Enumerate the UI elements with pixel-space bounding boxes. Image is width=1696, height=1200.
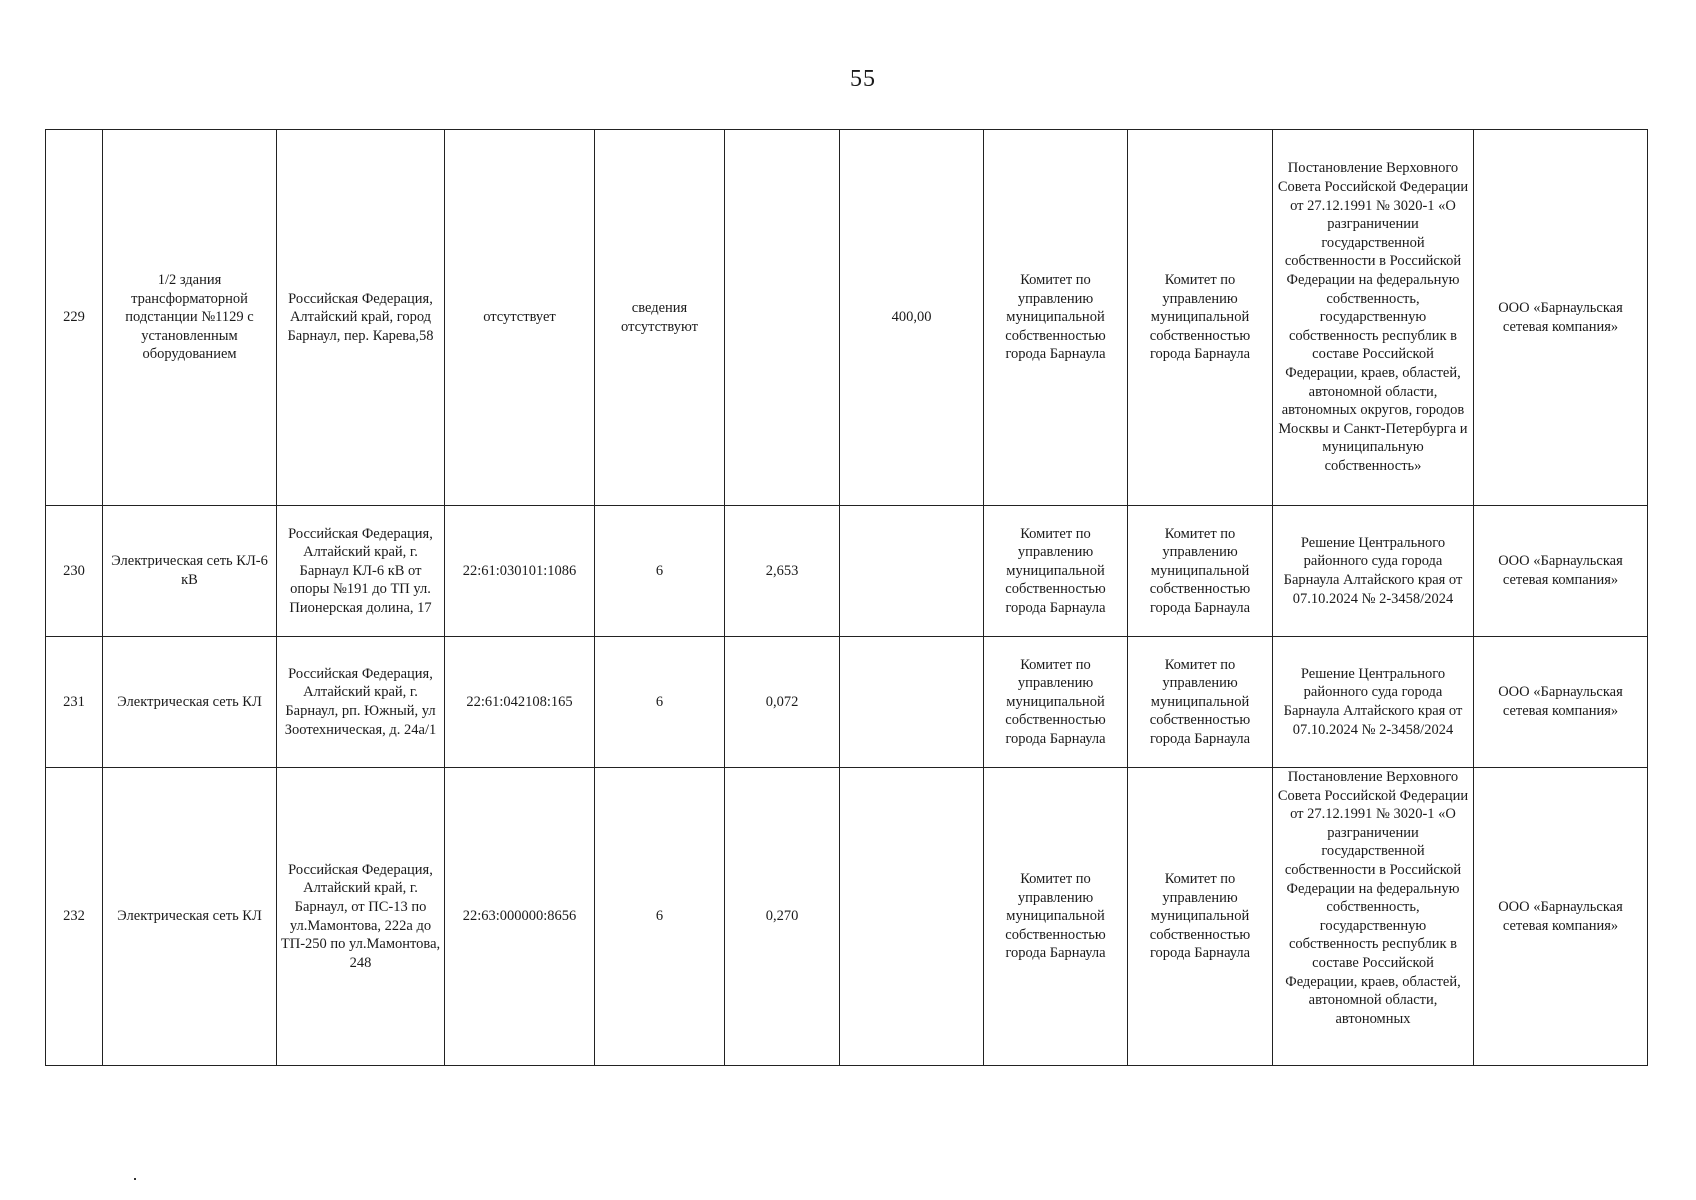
owner-cell: Комитет по управлению муниципальной собственностью города Барнаула [1128, 130, 1273, 506]
object-address: Российская Федерация, Алтайский край, г. Барнаул КЛ-6 кВ от опоры №191 до ТП ул. Пионерская долина, 17 [277, 506, 445, 637]
operator-cell: ООО «Барнаульская сетевая компания» [1474, 637, 1648, 768]
object-name: Электрическая сеть КЛ-6 кВ [103, 506, 277, 637]
cadastral-number: 22:63:000000:8656 [445, 768, 595, 1066]
object-address: Российская Федерация, Алтайский край, г. Барнаул, рп. Южный, ул Зоотехническая, д. 24а/1 [277, 637, 445, 768]
object-name: 1/2 здания трансформаторной подстанции №1129 с установленным оборудованием [103, 130, 277, 506]
table-row [46, 768, 1648, 1066]
right-holder-cell: Комитет по управлению муниципальной собственностью города Барнаула [984, 130, 1128, 506]
page-number: 55 [850, 66, 876, 92]
owner-cell: Комитет по управлению муниципальной собственностью города Барнаула [1128, 637, 1273, 768]
characteristic-cell: 6 [595, 506, 725, 637]
characteristic-cell: 6 [595, 768, 725, 1066]
length-cell [725, 130, 840, 506]
characteristic-cell: сведения отсутствуют [595, 130, 725, 506]
area-cell [840, 637, 984, 768]
row-number: 230 [46, 506, 103, 637]
length-cell: 2,653 [725, 506, 840, 637]
cadastral-number: 22:61:042108:165 [445, 637, 595, 768]
cadastral-number: 22:61:030101:1086 [445, 506, 595, 637]
operator-cell: ООО «Барнаульская сетевая компания» [1474, 130, 1648, 506]
length-cell: 0,072 [725, 637, 840, 768]
owner-cell: Комитет по управлению муниципальной собственностью города Барнаула [1128, 768, 1273, 1066]
object-address: Российская Федерация, Алтайский край, г. Барнаул, от ПС-13 по ул.Мамонтова, 222а до ТП-250 по ул.Мамонтова, 248 [277, 768, 445, 1066]
legal-basis-cell [1273, 768, 1474, 1066]
row-number: 232 [46, 768, 103, 1066]
area-cell [840, 506, 984, 637]
scan-speck [134, 1178, 136, 1180]
cadastral-number: отсутствует [445, 130, 595, 506]
property-registry-table [45, 129, 1648, 1066]
legal-basis-text: Постановление Верховного Совета Российской Федерации от 27.12.1991 № 3020-1 «О разграничении государственной собственности в Российской Федерации на федеральную собственность, государственную собственность республик в составе Российской Федерации, краев, областей, автономной области, автономных [1277, 769, 1469, 1027]
table-row [46, 506, 1648, 637]
legal-basis-cell: Решение Центрального районного суда города Барнаула Алтайского края от 07.10.2024 № 2-3458/2024 [1273, 506, 1474, 637]
table-row [46, 637, 1648, 768]
legal-basis-cell: Постановление Верховного Совета Российской Федерации от 27.12.1991 № 3020-1 «О разграничении государственной собственности в Российской Федерации на федеральную собственность, государственную собственность республик в составе Российской Федерации, краев, областей, автономной области, автономных округов, городов Москвы и Санкт-Петербурга и муниципальную собственность» [1273, 130, 1474, 506]
length-cell: 0,270 [725, 768, 840, 1066]
row-number: 229 [46, 130, 103, 506]
area-cell [840, 768, 984, 1066]
operator-cell: ООО «Барнаульская сетевая компания» [1474, 506, 1648, 637]
area-cell: 400,00 [840, 130, 984, 506]
characteristic-cell: 6 [595, 637, 725, 768]
object-address: Российская Федерация, Алтайский край, город Барнаул, пер. Карева,58 [277, 130, 445, 506]
right-holder-cell: Комитет по управлению муниципальной собственностью города Барнаула [984, 637, 1128, 768]
right-holder-cell: Комитет по управлению муниципальной собственностью города Барнаула [984, 506, 1128, 637]
object-name: Электрическая сеть КЛ [103, 768, 277, 1066]
object-name: Электрическая сеть КЛ [103, 637, 277, 768]
right-holder-cell: Комитет по управлению муниципальной собственностью города Барнаула [984, 768, 1128, 1066]
table-row [46, 130, 1648, 506]
operator-cell: ООО «Барнаульская сетевая компания» [1474, 768, 1648, 1066]
legal-basis-cell: Решение Центрального районного суда города Барнаула Алтайского края от 07.10.2024 № 2-3458/2024 [1273, 637, 1474, 768]
row-number: 231 [46, 637, 103, 768]
owner-cell: Комитет по управлению муниципальной собственностью города Барнаула [1128, 506, 1273, 637]
